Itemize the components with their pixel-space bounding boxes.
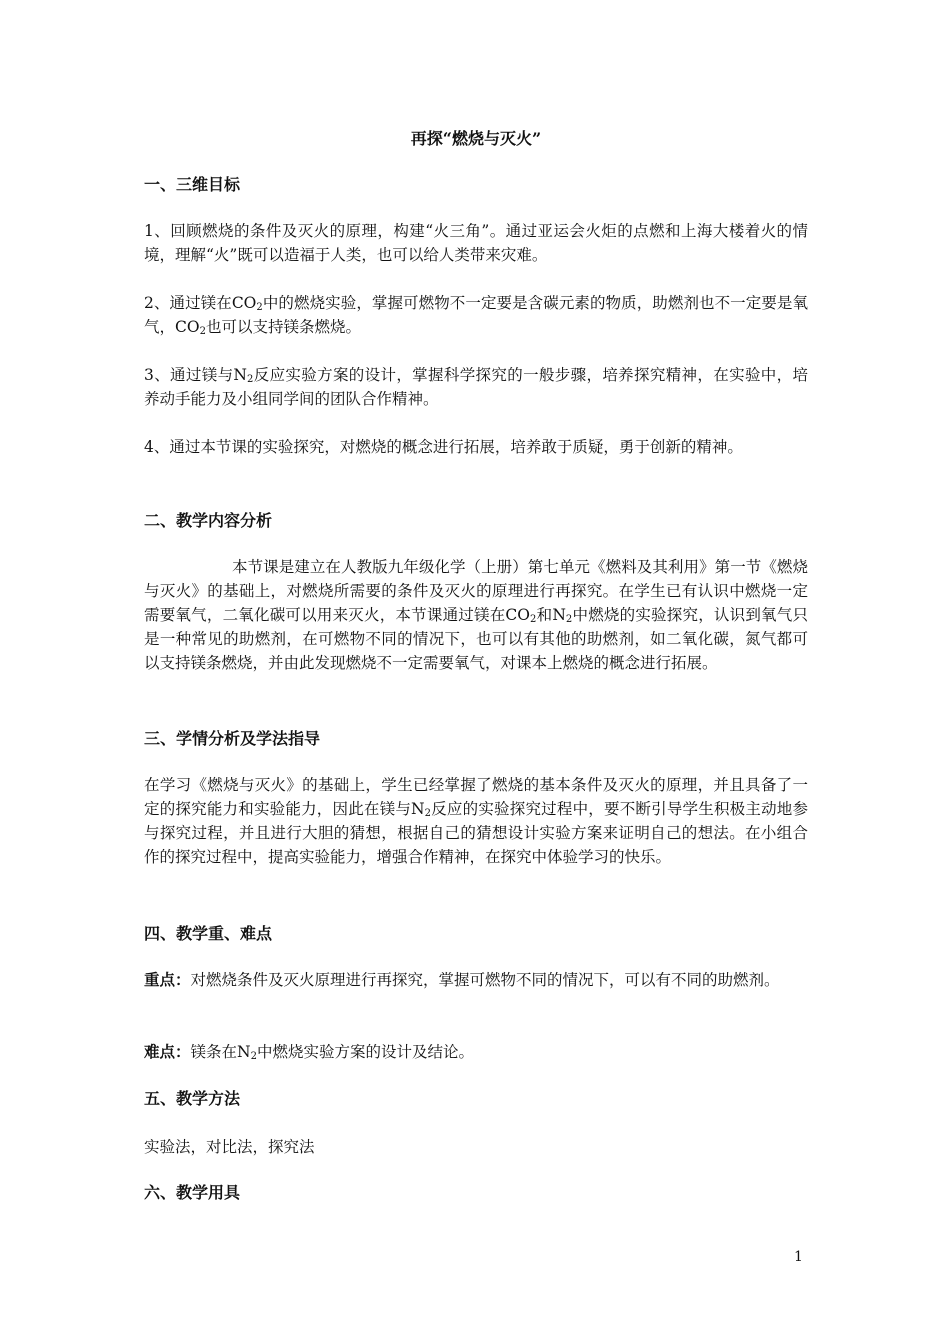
text-segment: 中燃烧实验方案的设计及结论。 — [256, 1043, 474, 1061]
text-segment: 也可以支持镁条燃烧。 — [205, 318, 361, 336]
text-segment: 和N — [536, 606, 566, 624]
text-segment: 中的燃烧实验，掌握可燃物不一定要是含碳元素的物质，助燃剂也不一定要是氧气，CO — [144, 294, 808, 336]
section-heading-learner-analysis: 三、学情分析及学法指导 — [144, 729, 321, 748]
key-point-label: 重点： — [144, 970, 191, 989]
learner-analysis-paragraph — [144, 773, 808, 869]
objective-paragraph-3 — [144, 363, 808, 411]
methods-paragraph: 实验法，对比法，探究法 — [144, 1138, 315, 1156]
subscript: 2 — [424, 808, 431, 819]
key-point-paragraph — [144, 968, 808, 992]
section-heading-methods: 五、教学方法 — [144, 1089, 241, 1108]
subscript: 2 — [250, 1051, 257, 1062]
text-segment: 镁条在N — [190, 1043, 251, 1061]
section-heading-content-analysis: 二、教学内容分析 — [144, 511, 273, 530]
subscript: 2 — [565, 614, 573, 625]
objective-paragraph-4: 4、通过本节课的实验探究，对燃烧的概念进行拓展，培养敢于质疑，勇于创新的精神。 — [144, 438, 743, 456]
page-number: 1 — [794, 1249, 803, 1265]
text-segment: 2、通过镁在CO — [144, 294, 257, 312]
difficulty-paragraph — [144, 1040, 808, 1064]
text-segment: 3、通过镁与N — [144, 366, 247, 384]
subscript: 2 — [256, 302, 263, 313]
section-heading-objectives: 一、三维目标 — [144, 175, 241, 194]
objective-paragraph-2 — [144, 291, 808, 339]
text-segment: 在学习《燃烧与灭火》的基础上，学生已经掌握了燃烧的基本条件及灭火的原理，并且具备了一定的探究能力和实验能力，因此在镁与N — [144, 776, 808, 818]
text-segment: 中燃烧的实验探究，认识到氧气只是一种常见的助燃剂，在可燃物不同的情况下，也可以有其他的助燃剂，如二氧化碳，氮气都可以支持镁条燃烧，并由此发现燃烧不一定需要氧气，对课本上燃烧的概念进行拓展。 — [144, 606, 808, 672]
section-heading-tools: 六、教学用具 — [144, 1183, 241, 1202]
content-analysis-paragraph — [144, 555, 808, 675]
section-heading-key-points: 四、教学重、难点 — [144, 924, 273, 943]
text-segment: 反应的实验探究过程中，要不断引导学生积极主动地参与探究过程，并且进行大胆的猜想，根据自己的猜想设计实验方案来证明自己的想法。在小组合作的探究过程中，提高实验能力，增强合作精神，在探究中体验学习的快乐。 — [144, 800, 808, 866]
subscript: 2 — [199, 326, 206, 337]
difficulty-label: 难点： — [144, 1042, 191, 1061]
key-point-text: 对燃烧条件及灭火原理进行再探究，掌握可燃物不同的情况下，可以有不同的助燃剂。 — [190, 971, 780, 989]
text-segment: 反应实验方案的设计，掌握科学探究的一般步骤，培养探究精神，在实验中，培养动手能力及小组同学间的团队合作精神。 — [144, 366, 808, 408]
objective-paragraph-1: 1、回顾燃烧的条件及灭火的原理，构建“火三角”。通过亚运会火炬的点燃和上海大楼着火的情境，理解“火”既可以造福于人类，也可以给人类带来灾难。 — [144, 222, 808, 264]
document-title: 再探“燃烧与灭火” — [410, 129, 542, 148]
subscript: 2 — [247, 374, 254, 385]
text-segment: 本节课是建立在人教版九年级化学（上册）第七单元《燃料及其利用》第一节《燃烧与灭火》的基础上，对燃烧所需要的条件及灭火的原理进行再探究。在学生已有认识中燃烧一定需要氧气，二氧化碳可以用来灭火，本节课通过镁在CO — [144, 558, 808, 624]
subscript: 2 — [530, 614, 537, 625]
